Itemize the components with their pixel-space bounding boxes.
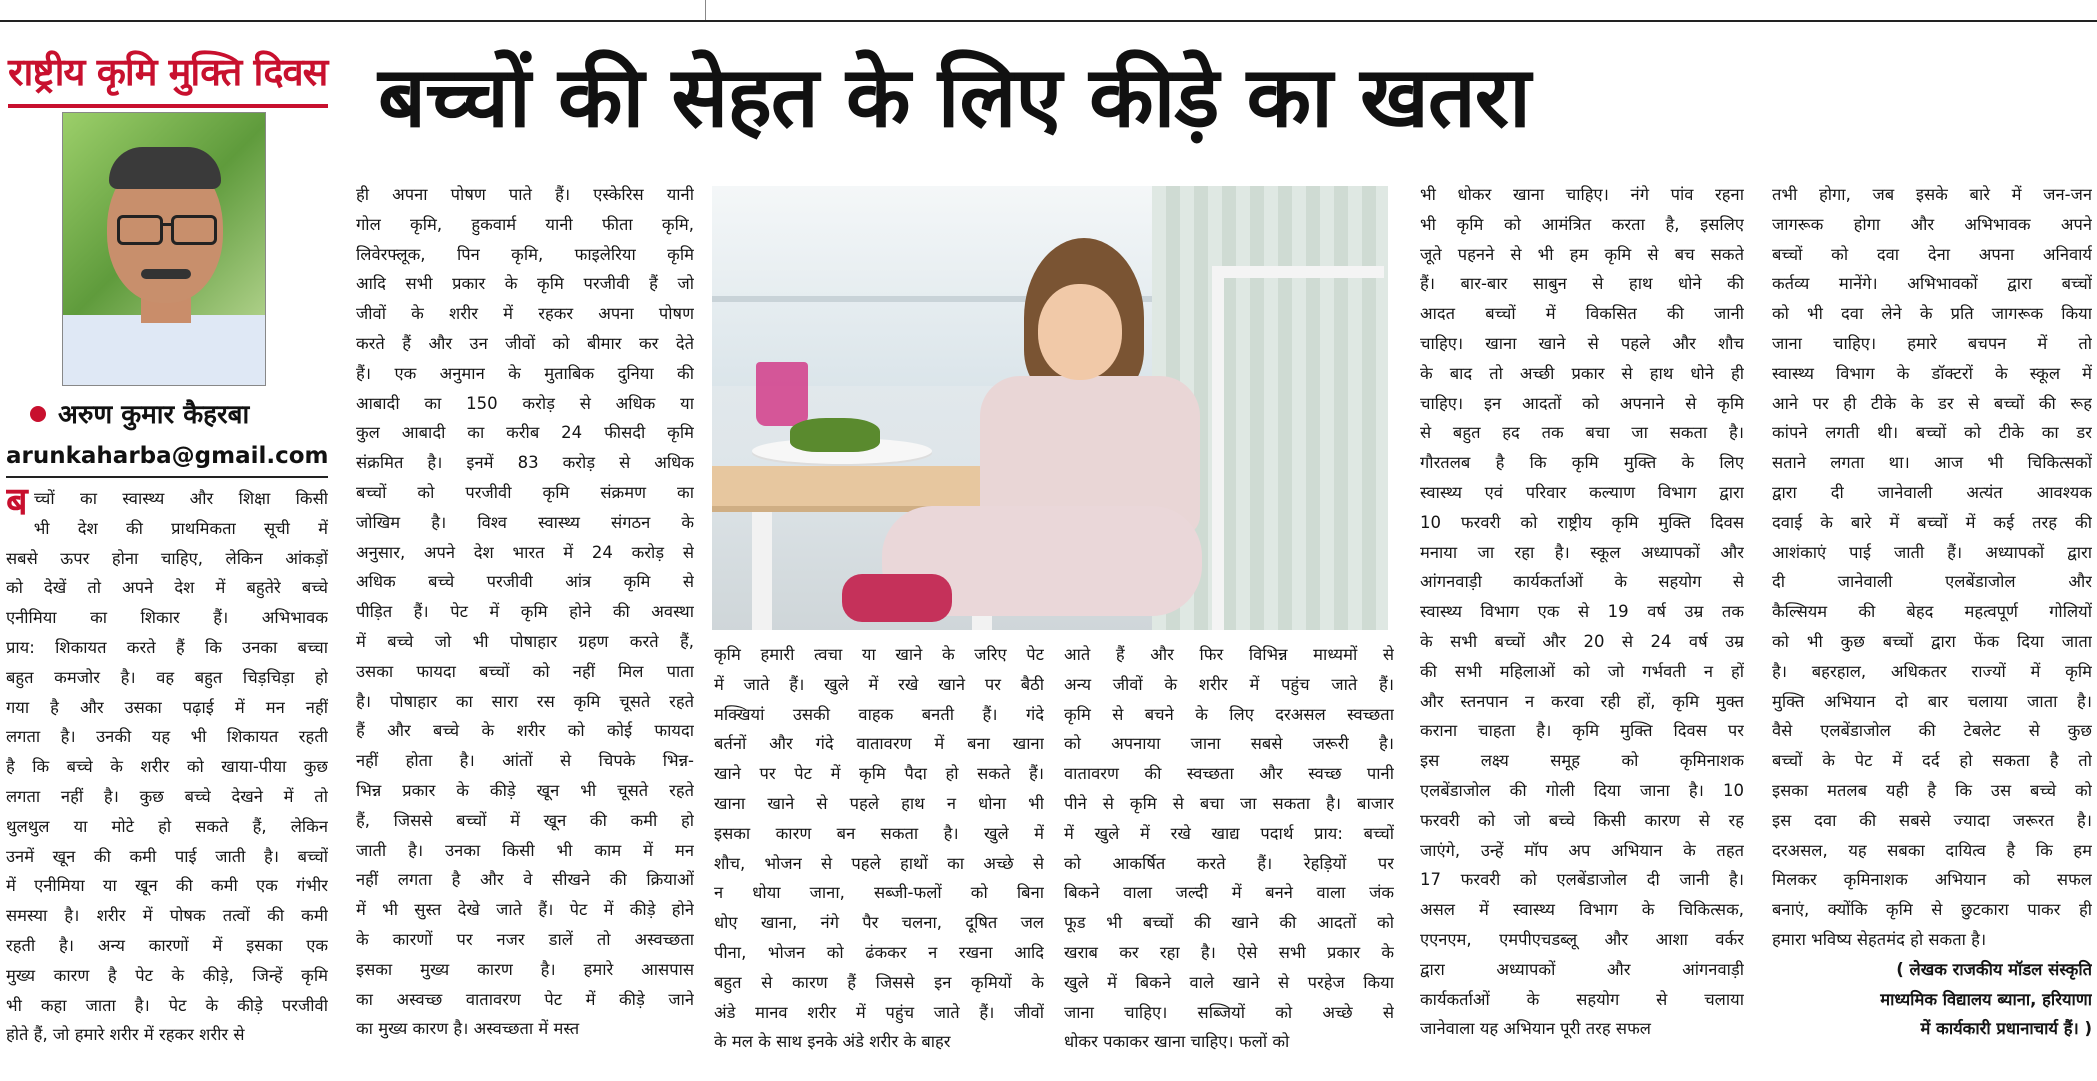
text-line: हैं और बच्चे के शरीर को कोई फायदा bbox=[356, 721, 694, 741]
text-line: कैल्सियम की बेहद महत्वपूर्ण गोलियों bbox=[1772, 602, 2092, 622]
text-line: आशंकाएं पाई जाती हैं। अध्यापकों द्वारा bbox=[1772, 542, 2092, 562]
text-line: जानेवाला यह अभियान पूरी तरह सफल bbox=[1420, 1019, 1651, 1039]
text-line: भी कहा जाता है। पेट के कीड़े परजीवी bbox=[6, 995, 328, 1015]
text-line: फूड भी बच्चों की खाने की आदतों को bbox=[1064, 913, 1394, 933]
text-line: धोए खाना, नंगे पैर चलना, दूषित जल bbox=[714, 913, 1044, 933]
text-line: दी जानेवाली एलबेंडाजोल और bbox=[1772, 572, 2092, 592]
article-column-6 bbox=[1772, 180, 2092, 1080]
author-email: arunkaharba@gmail.com bbox=[6, 443, 329, 469]
text-line: एलबेंडाजोल की गोली दिया जाना है। 10 bbox=[1420, 780, 1744, 800]
text-line: पीना, भोजन को ढंककर न रखना आदि bbox=[714, 942, 1044, 962]
text-line: चाहिए। खाना खाने से पहले और शौच bbox=[1420, 333, 1744, 353]
text-line: भिन्न प्रकार के कीड़े खून भी चूसते रहते bbox=[356, 780, 694, 800]
text-line: कर्तव्य मानेंगे। अभिभावकों द्वारा बच्चों bbox=[1772, 274, 2092, 294]
text-line: लगता नहीं है। कुछ बच्चे देखने में तो bbox=[6, 786, 328, 806]
text-line: बच्चों को परजीवी कृमि संक्रमण का bbox=[356, 482, 694, 502]
bullet-icon bbox=[30, 406, 46, 422]
text-line: है कि बच्चे के शरीर को खाया-पीया कुछ bbox=[6, 757, 328, 777]
article-column-5 bbox=[1420, 180, 1744, 1080]
text-line: बच्चों को दवा देना अपना अनिवार्य bbox=[1772, 244, 2092, 264]
text-line: अन्य जीवों के शरीर में पहुंच जाते हैं। bbox=[1064, 674, 1394, 694]
text-line: मक्खियां उसकी वाहक बनती हैं। गंदे bbox=[714, 704, 1044, 724]
text-line: 10 फरवरी को राष्ट्रीय कृमि मुक्ति दिवस bbox=[1420, 512, 1744, 532]
text-line: कराना चाहता है। कृमि मुक्ति दिवस पर bbox=[1420, 721, 1744, 741]
text-line: दवाई के बारे में बच्चों में कई तरह की bbox=[1772, 512, 2092, 532]
text-line: थुलथुल या मोटे हो सकते हैं, लेकिन bbox=[6, 816, 328, 836]
text-line: है। बहरहाल, अधिकतर राज्यों में कृमि bbox=[1772, 661, 2092, 681]
author-byline-line: माध्यमिक विद्यालय ब्याना, हरियाणा bbox=[1880, 989, 2092, 1009]
text-line: का मुख्य कारण है। अस्वच्छता में मस्त bbox=[356, 1019, 580, 1039]
section-title-rule bbox=[8, 104, 328, 108]
text-line: कांपने लगती थी। बच्चों को टीके का डर bbox=[1772, 423, 2092, 443]
text-line: होते हैं, जो हमारे शरीर में रहकर शरीर से bbox=[6, 1025, 245, 1045]
author-photo bbox=[62, 112, 266, 386]
text-line: समस्या है। शरीर में पोषक तत्वों की कमी bbox=[6, 906, 328, 926]
text-line: आदत बच्चों में विकसित की जानी bbox=[1420, 304, 1744, 324]
text-line: जाएंगे, उन्हें मॉप अप अभियान के तहत bbox=[1420, 840, 1744, 860]
text-line: लिवेरफ्लूक, पिन कृमि, फाइलेरिया कृमि bbox=[356, 244, 694, 264]
girl-with-stomach-ache-photo bbox=[712, 186, 1388, 630]
text-line: अधिक बच्चे परजीवी आंत्र कृमि से bbox=[356, 572, 694, 592]
text-line: स्वास्थ्य एवं परिवार कल्याण विभाग द्वारा bbox=[1420, 482, 1744, 502]
text-line: से बहुत हद तक बचा जा सकता है। bbox=[1420, 423, 1744, 443]
text-line: पीने से कृमि से बचा जा सकता है। बाजार bbox=[1064, 793, 1394, 813]
drop-cap: ब bbox=[6, 484, 28, 523]
text-line: कार्यकर्ताओं के सहयोग से चलाया bbox=[1420, 989, 1744, 1009]
text-line: बर्तनों और गंदे वातावरण में बना खाना bbox=[714, 734, 1044, 754]
text-line: दरअसल, यह सबका दायित्व है कि हम bbox=[1772, 840, 2092, 860]
text-line: फरवरी को जो बच्चे किसी कारण से रह bbox=[1420, 810, 1744, 830]
text-line: तभी होगा, जब इसके बारे में जन-जन bbox=[1772, 185, 2092, 204]
text-line: गया है और उसका पढ़ाई में मन नहीं bbox=[6, 697, 328, 717]
text-line: च्चों का स्वास्थ्य और शिक्षा किसी bbox=[33, 489, 328, 508]
text-line: लगता है। उनकी यह भी शिकायत रहती bbox=[6, 727, 328, 747]
text-line: आंगनवाड़ी कार्यकर्ताओं के सहयोग से bbox=[1420, 572, 1744, 592]
text-line: चाहिए। इन आदतों को अपनाने से कृमि bbox=[1420, 393, 1744, 413]
text-line: इस दवा की सबसे ज्यादा जरूरत है। bbox=[1772, 810, 2092, 830]
text-line: मनाया जा रहा है। स्कूल अध्यापकों और bbox=[1420, 542, 1744, 562]
text-line: खाने पर पेट में कृमि पैदा हो सकते हैं। bbox=[714, 764, 1044, 784]
text-line: बनाएं, क्योंकि कृमि से छुटकारा पाकर ही bbox=[1772, 900, 2092, 920]
text-line: में जाते हैं। खुले में रखे खाने पर बैठी bbox=[714, 674, 1044, 694]
text-line: के बाद तो अच्छी प्रकार से हाथ धोने ही bbox=[1420, 363, 1744, 383]
text-line: के सभी बच्चों और 20 से 24 वर्ष उम्र bbox=[1420, 631, 1744, 651]
text-line: आबादी का 150 करोड़ से अधिक या bbox=[356, 393, 694, 413]
text-line: है। पोषाहार का सारा रस कृमि चूसते रहते bbox=[356, 691, 694, 711]
text-line: वातावरण की स्वच्छता और स्वच्छ पानी bbox=[1064, 764, 1394, 784]
text-line: मुक्ति अभियान दो बार चलाया जाता है। bbox=[1772, 691, 2092, 711]
text-line: खराब कर रहा है। ऐसे सभी प्रकार के bbox=[1064, 942, 1394, 962]
text-line: उनमें खून की कमी पाई जाती है। बच्चों bbox=[6, 846, 328, 866]
text-line: इसका मतलब यही है कि उस बच्चे को bbox=[1772, 780, 2092, 800]
text-line: जोखिम है। विश्व स्वास्थ्य संगठन के bbox=[356, 512, 694, 532]
text-line: करते हैं और उन जीवों को बीमार कर देते bbox=[356, 333, 694, 353]
text-line: न धोया जाना, सब्जी-फलों को बिना bbox=[714, 883, 1044, 903]
text-line: और स्तनपान न करवा रही हों, कृमि मुक्त bbox=[1420, 691, 1744, 711]
text-line: ही अपना पोषण पाते हैं। एस्केरिस यानी bbox=[356, 185, 694, 204]
text-line: को भी दवा लेने के प्रति जागरूक किया bbox=[1772, 304, 2092, 324]
text-line: अनुसार, अपने देश भारत में 24 करोड़ से bbox=[356, 542, 694, 562]
text-line: पीड़ित हैं। पेट में कृमि होने की अवस्था bbox=[356, 602, 694, 622]
text-line: कृमि से बचने के लिए दरअसल स्वच्छता bbox=[1064, 704, 1394, 724]
author-byline-line: में कार्यकारी प्रधानाचार्य हैं। ) bbox=[1920, 1019, 2092, 1039]
top-rule bbox=[0, 20, 2097, 22]
text-line: हैं। एक अनुमान के मुताबिक दुनिया की bbox=[356, 363, 694, 383]
text-line: बिकने वाला जल्दी में बनने वाला जंक bbox=[1064, 883, 1394, 903]
text-line: के कारणों पर नजर डालें तो अस्वच्छता bbox=[356, 929, 694, 949]
text-line: बच्चों के पेट में दर्द हो सकता है तो bbox=[1772, 751, 2092, 771]
text-line: एएनएम, एमपीएचडब्लू और आशा वर्कर bbox=[1420, 929, 1744, 949]
text-line: सबसे ऊपर होना चाहिए, लेकिन आंकड़ों bbox=[6, 548, 328, 568]
text-line: के मल के साथ इनके अंडे शरीर के बाहर bbox=[714, 1032, 951, 1052]
text-line: को देखें तो अपने देश में बहुतेरे बच्चे bbox=[6, 578, 328, 598]
headline: बच्चों की सेहत के लिए कीड़े का खतरा bbox=[378, 48, 1530, 146]
text-line: इसका मुख्य कारण है। हमारे आसपास bbox=[356, 959, 694, 979]
article-column-4 bbox=[1064, 640, 1394, 1080]
article-column-1 bbox=[6, 484, 328, 1080]
text-line: भी देश की प्राथमिकता सूची में bbox=[33, 518, 328, 538]
text-line: द्वारा दी जानेवाली अत्यंत आवश्यक bbox=[1772, 482, 2092, 502]
text-line: मिलकर कृमिनाशक अभियान को सफल bbox=[1772, 870, 2092, 890]
text-line: कृमि हमारी त्वचा या खाने के जरिए पेट bbox=[714, 645, 1044, 664]
author-name bbox=[30, 396, 330, 434]
text-line: गौरतलब है कि कृमि मुक्ति के लिए bbox=[1420, 453, 1744, 473]
text-line: वैसे एलबेंडाजोल की टेबलेट से कुछ bbox=[1772, 721, 2092, 741]
text-line: जाती है। उनका किसी भी काम में मन bbox=[356, 840, 694, 860]
text-line: असल में स्वास्थ्य विभाग के चिकित्सक, bbox=[1420, 900, 1744, 920]
text-line: इसका कारण बन सकता है। खुले में bbox=[714, 823, 1044, 843]
text-line: स्वास्थ्य विभाग एक से 19 वर्ष उम्र तक bbox=[1420, 602, 1744, 622]
text-line: हमारा भविष्य सेहतमंद हो सकता है। bbox=[1772, 929, 1987, 949]
text-line: नहीं होता है। आंतों से चिपके भिन्न- bbox=[356, 751, 694, 771]
email-rule bbox=[6, 476, 328, 478]
text-line: खाना खाने से पहले हाथ न धोना भी bbox=[714, 793, 1044, 813]
text-line: स्वास्थ्य विभाग के डॉक्टरों के स्कूल में bbox=[1772, 363, 2092, 383]
text-line: में खुले में रखे खाद्य पदार्थ प्राय: बच्चों bbox=[1064, 823, 1394, 843]
text-line: द्वारा अध्यापकों और आंगनवाड़ी bbox=[1420, 959, 1744, 979]
section-title: राष्ट्रीय कृमि मुक्ति दिवस bbox=[8, 50, 328, 94]
text-line: बहुत से कारण हैं जिससे इन कृमियों के bbox=[714, 972, 1044, 992]
text-line: का अस्वच्छ वातावरण पेट में कीड़े जाने bbox=[356, 989, 694, 1009]
text-line: को अपनाया जाना सबसे जरूरी है। bbox=[1064, 734, 1394, 754]
text-line: संक्रमित है। इनमें 83 करोड़ से अधिक bbox=[356, 453, 694, 473]
text-line: जाना चाहिए। सब्जियों को अच्छे से bbox=[1064, 1002, 1394, 1022]
text-line: खुले में बिकने वाले खाने से परहेज किया bbox=[1064, 972, 1394, 992]
text-line: गोल कृमि, हुकवार्म यानी फीता कृमि, bbox=[356, 214, 694, 234]
text-line: में बच्चे जो भी पोषाहार ग्रहण करते हैं, bbox=[356, 631, 694, 651]
text-line: जागरूक होगा और अभिभावक अपने bbox=[1772, 214, 2092, 234]
text-line: आते हैं और फिर विभिन्न माध्यमों से bbox=[1064, 645, 1394, 664]
text-line: धोकर पकाकर खाना चाहिए। फलों को bbox=[1064, 1032, 1290, 1052]
text-line: को आकर्षित करते हैं। रेहड़ियों पर bbox=[1064, 853, 1394, 873]
text-line: नहीं लगता है और वे सीखने की क्रियाओं bbox=[356, 870, 694, 890]
author-byline-line: ( लेखक राजकीय मॉडल संस्कृति bbox=[1896, 959, 2092, 979]
text-line: आदि सभी प्रकार के कृमि परजीवी हैं जो bbox=[356, 274, 694, 294]
text-line: जाना चाहिए। हमारे बचपन में तो bbox=[1772, 333, 2092, 353]
text-line: हैं, जिससे बच्चों में खून की कमी हो bbox=[356, 810, 694, 830]
text-line: आने पर ही टीके के डर से बच्चों की रूह bbox=[1772, 393, 2092, 413]
article-column-2 bbox=[356, 180, 694, 1080]
text-line: की सभी महिलाओं को जो गर्भवती न हों bbox=[1420, 661, 1744, 681]
top-rule-tick bbox=[705, 0, 706, 20]
text-line: एनीमिया का शिकार हैं। अभिभावक bbox=[6, 608, 328, 628]
text-line: भी कृमि को आमंत्रित करता है, इसलिए bbox=[1420, 214, 1744, 234]
article-column-3 bbox=[714, 640, 1044, 1080]
text-line: अंडे मानव शरीर में पहुंच जाते हैं। जीवों bbox=[714, 1002, 1044, 1022]
text-line: शौच, भोजन से पहले हाथों का अच्छे से bbox=[714, 853, 1044, 873]
text-line: को भी कुछ बच्चों द्वारा फेंक दिया जाता bbox=[1772, 631, 2092, 651]
author-name-text: अरुण कुमार कैहरबा bbox=[58, 400, 250, 430]
text-line: इस लक्ष्य समूह को कृमिनाशक bbox=[1420, 751, 1744, 771]
text-line: उसका फायदा बच्चों को नहीं मिल पाता bbox=[356, 661, 694, 681]
text-line: प्राय: शिकायत करते हैं कि उनका बच्चा bbox=[6, 637, 328, 657]
text-line: भी धोकर खाना चाहिए। नंगे पांव रहना bbox=[1420, 185, 1744, 204]
text-line: में भी सुस्त देखे जाते हैं। पेट में कीड़े होने bbox=[356, 900, 694, 920]
text-line: रहती है। अन्य कारणों में इसका एक bbox=[6, 935, 328, 955]
text-line: जीवों के शरीर में रहकर अपना पोषण bbox=[356, 304, 694, 324]
text-line: जूते पहनने से भी हम कृमि से बच सकते bbox=[1420, 244, 1744, 264]
text-line: हैं। बार-बार साबुन से हाथ धोने की bbox=[1420, 274, 1744, 294]
text-line: बहुत कमजोर है। वह बहुत चिड़चिड़ा हो bbox=[6, 667, 328, 687]
text-line: 17 फरवरी को एलबेंडाजोल दी जानी है। bbox=[1420, 870, 1744, 890]
text-line: कुल आबादी का करीब 24 फीसदी कृमि bbox=[356, 423, 694, 443]
text-line: में एनीमिया या खून की कमी एक गंभीर bbox=[6, 876, 328, 896]
text-line: सताने लगता था। आज भी चिकित्सकों bbox=[1772, 453, 2092, 473]
text-line: मुख्य कारण है पेट के कीड़े, जिन्हें कृमि bbox=[6, 965, 328, 985]
